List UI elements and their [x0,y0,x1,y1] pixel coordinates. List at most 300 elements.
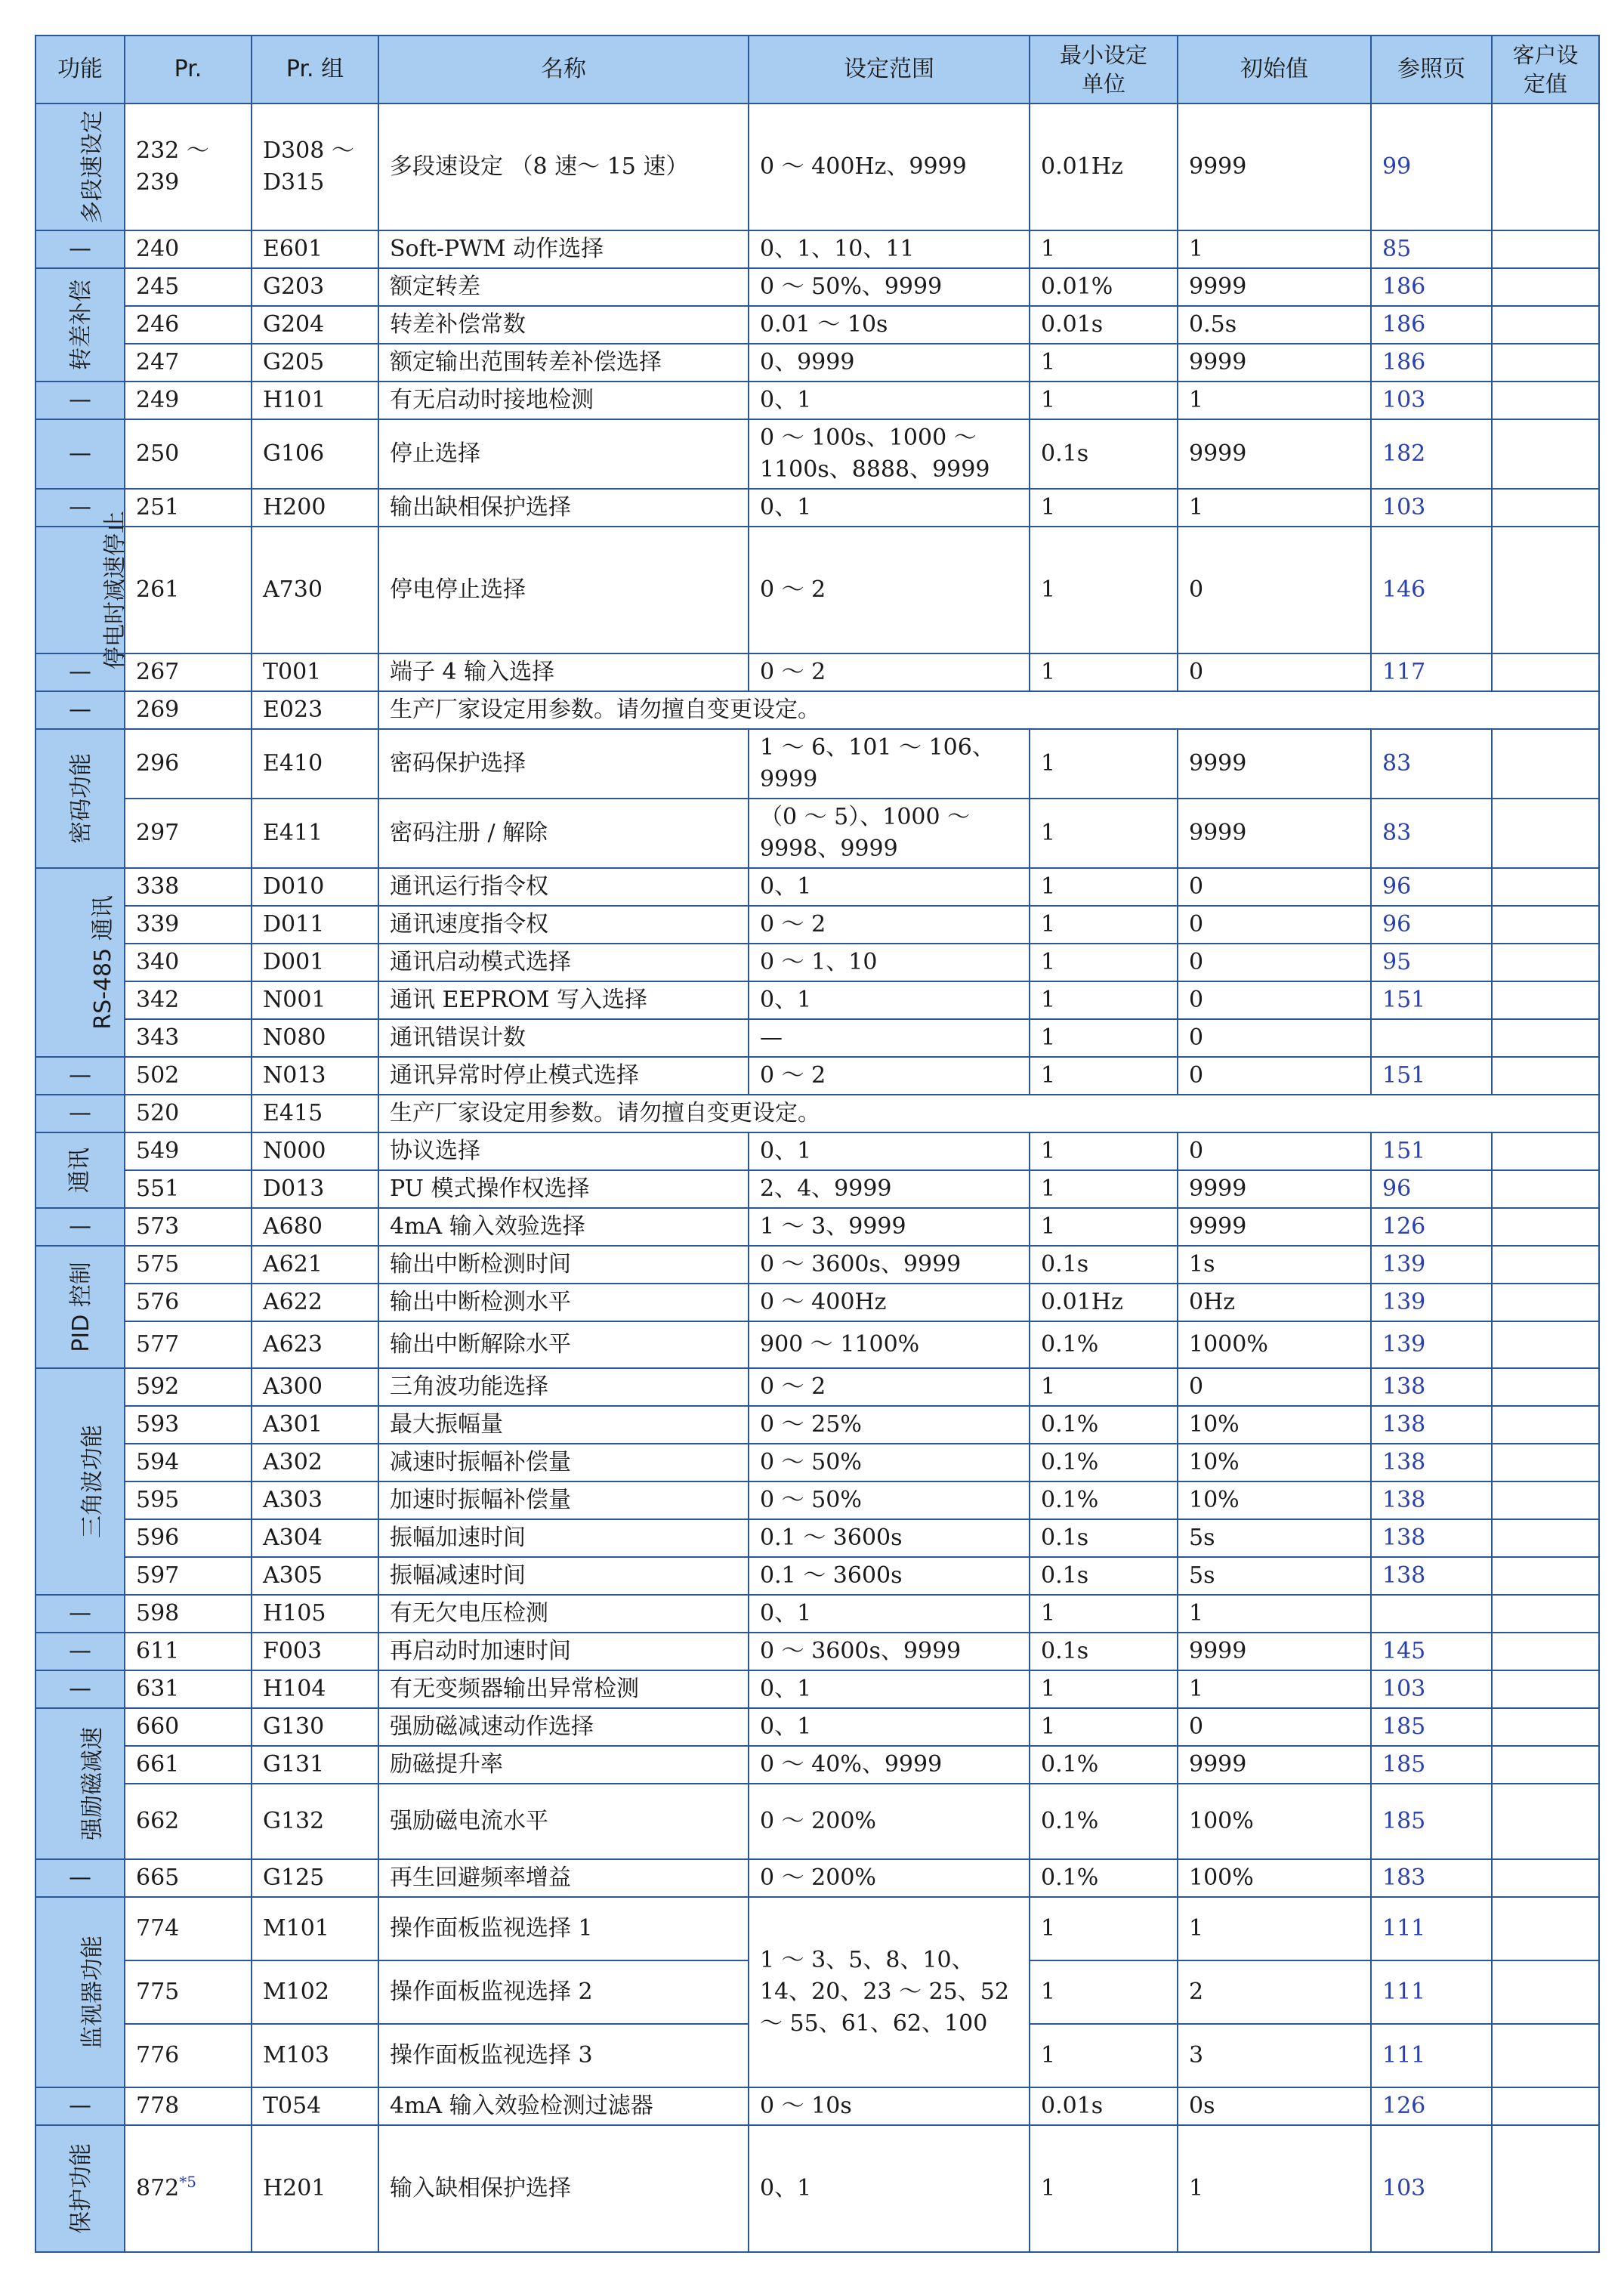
group-cell: D308 ～ D315 [252,104,378,230]
unit-cell: 0.1% [1030,1481,1178,1519]
table-row [36,2087,1599,2125]
table-row [36,1595,1599,1633]
pr-value: 872 [136,2175,180,2201]
cust-cell [1492,306,1599,344]
unit-cell: 0.1% [1030,1406,1178,1444]
group-cell: D013 [252,1170,378,1208]
group-cell: N080 [252,1019,378,1057]
table-row [36,2125,1599,2252]
group-cell: E415 [252,1095,378,1132]
func-label: PID 控制 [67,1262,94,1352]
unit-cell: 1 [1030,906,1178,944]
init-cell: 1 [1178,1897,1371,1960]
header-group: Pr. 组 [252,36,378,104]
unit-cell: 0.01s [1030,306,1178,344]
pr-cell: 595 [125,1481,252,1519]
pr-cell: 551 [125,1170,252,1208]
group-cell: M103 [252,2024,378,2087]
group-cell: N001 [252,981,378,1019]
range-cell: 0、1 [749,382,1030,419]
name-cell: 转差补偿常数 [378,306,749,344]
name-cell: 输出中断检测时间 [378,1246,749,1284]
group-cell: H101 [252,382,378,419]
table-row [36,419,1599,489]
pr-cell: 575 [125,1246,252,1284]
ref-cell: 111 [1371,1897,1492,1960]
ref-cell: 183 [1371,1859,1492,1897]
table-row [36,729,1599,799]
header-range: 设定范围 [749,36,1030,104]
pr-cell: 342 [125,981,252,1019]
header-row [36,36,1599,104]
group-cell: A622 [252,1284,378,1321]
pr-cell: 662 [125,1784,252,1859]
ref-cell: 126 [1371,1208,1492,1246]
init-cell: 9999 [1178,1633,1371,1670]
cust-cell [1492,2024,1599,2087]
unit-cell: 0.01% [1030,268,1178,306]
ref-cell [1371,1019,1492,1057]
group-cell: A302 [252,1444,378,1481]
range-cell: 0 ～ 40%、9999 [749,1746,1030,1784]
unit-cell: 1 [1030,981,1178,1019]
unit-cell: 0.1% [1030,1746,1178,1784]
ref-cell: 85 [1371,230,1492,268]
group-cell: T001 [252,653,378,691]
table-row [36,1095,1599,1132]
name-cell: 输入缺相保护选择 [378,2125,749,2252]
init-cell: 9999 [1178,419,1371,489]
pr-cell: 502 [125,1057,252,1095]
pr-cell: 261 [125,527,252,653]
func-cell: — [36,1095,125,1132]
table-row [36,1321,1599,1368]
ref-cell: 139 [1371,1246,1492,1284]
cust-cell [1492,981,1599,1019]
range-cell: 0 ～ 1、10 [749,944,1030,981]
func-label: 密码功能 [68,753,94,844]
name-cell: 三角波功能选择 [378,1368,749,1406]
pr-cell: 594 [125,1444,252,1481]
pr-cell: 631 [125,1670,252,1708]
range-cell: 0 ～ 400Hz [749,1284,1030,1321]
init-cell: 5s [1178,1557,1371,1595]
group-cell: H201 [252,2125,378,2252]
cust-cell [1492,527,1599,653]
range-cell: 1 ～ 6、101 ～ 106、9999 [749,729,1030,799]
ref-cell: 103 [1371,489,1492,527]
unit-cell: 0.1s [1030,1633,1178,1670]
init-cell: 0 [1178,653,1371,691]
pr-cell: 549 [125,1132,252,1170]
footnote-mark: *5 [179,2173,196,2191]
table-row [36,104,1599,230]
group-cell: F003 [252,1633,378,1670]
func-cell: — [36,2087,125,2125]
ref-cell: 96 [1371,906,1492,944]
cust-cell [1492,1557,1599,1595]
range-cell: 0、1 [749,868,1030,906]
init-cell: 3 [1178,2024,1371,2087]
unit-cell: 0.1% [1030,1859,1178,1897]
cust-cell [1492,230,1599,268]
name-cell: 通讯启动模式选择 [378,944,749,981]
pr-cell: 343 [125,1019,252,1057]
name-cell: 有无欠电压检测 [378,1595,749,1633]
pr-cell: 251 [125,489,252,527]
range-cell: 1 ～ 3、9999 [749,1208,1030,1246]
func-cell: — [36,419,125,489]
func-cell [36,868,125,1057]
pr-cell: 596 [125,1519,252,1557]
init-cell: 9999 [1178,1170,1371,1208]
func-cell [36,1132,125,1208]
func-cell [36,2125,125,2252]
unit-cell: 1 [1030,230,1178,268]
group-cell: G125 [252,1859,378,1897]
group-cell: A303 [252,1481,378,1519]
group-cell: D011 [252,906,378,944]
group-cell: E411 [252,799,378,868]
name-cell: 再生回避频率增益 [378,1859,749,1897]
group-cell: G203 [252,268,378,306]
group-cell: H105 [252,1595,378,1633]
ref-cell: 103 [1371,2125,1492,2252]
range-cell: 0、1 [749,1708,1030,1746]
table-row [36,799,1599,868]
pr-cell: 597 [125,1557,252,1595]
unit-cell: 1 [1030,1132,1178,1170]
ref-cell: 186 [1371,344,1492,382]
ref-cell: 185 [1371,1708,1492,1746]
unit-cell: 0.01Hz [1030,1284,1178,1321]
name-cell: 操作面板监视选择 2 [378,1960,749,2024]
group-cell: G106 [252,419,378,489]
group-cell: N013 [252,1057,378,1095]
cust-cell [1492,1519,1599,1557]
group-cell: A730 [252,527,378,653]
range-cell: 0 ～ 10s [749,2087,1030,2125]
table-row [36,1284,1599,1321]
unit-cell: 1 [1030,2024,1178,2087]
unit-cell: 1 [1030,1595,1178,1633]
cust-cell [1492,104,1599,230]
cust-cell [1492,1132,1599,1170]
cust-cell [1492,1208,1599,1246]
unit-cell: 1 [1030,1170,1178,1208]
func-label: 三角波功能 [79,1425,106,1538]
pr-cell: 775 [125,1960,252,2024]
header-init: 初始值 [1178,36,1371,104]
group-cell: G204 [252,306,378,344]
cust-cell [1492,729,1599,799]
table-row [36,1057,1599,1095]
header-func: 功能 [36,36,125,104]
unit-cell: 0.1s [1030,1246,1178,1284]
ref-cell: 138 [1371,1519,1492,1557]
init-cell: 100% [1178,1859,1371,1897]
name-cell: 额定转差 [378,268,749,306]
unit-cell: 0.1% [1030,1444,1178,1481]
table-row [36,489,1599,527]
unit-cell: 0.1s [1030,1519,1178,1557]
unit-cell: 0.1s [1030,419,1178,489]
pr-cell: 232 ～ 239 [125,104,252,230]
pr-cell: 247 [125,344,252,382]
table-row [36,1746,1599,1784]
name-cell: 输出中断检测水平 [378,1284,749,1321]
init-cell: 0 [1178,981,1371,1019]
table-row [36,1708,1599,1746]
ref-cell: 126 [1371,2087,1492,2125]
init-cell: 1000% [1178,1321,1371,1368]
name-cell: 强励磁减速动作选择 [378,1708,749,1746]
pr-cell: 611 [125,1633,252,1670]
name-cell: 协议选择 [378,1132,749,1170]
maker-note: 生产厂家设定用参数。请勿擅自变更设定。 [378,691,1599,729]
cust-cell [1492,1246,1599,1284]
func-cell: — [36,691,125,729]
name-cell: 4mA 输入效验检测过滤器 [378,2087,749,2125]
cust-cell [1492,2125,1599,2252]
cust-cell [1492,1595,1599,1633]
group-cell: A623 [252,1321,378,1368]
pr-cell: 240 [125,230,252,268]
pr-cell: 576 [125,1284,252,1321]
table-row [36,1444,1599,1481]
pr-cell: 592 [125,1368,252,1406]
name-cell: 停止选择 [378,419,749,489]
table-row [36,1897,1599,1960]
cust-cell [1492,1444,1599,1481]
range-cell: 0.01 ～ 10s [749,306,1030,344]
ref-cell: 145 [1371,1633,1492,1670]
name-cell: 停电停止选择 [378,527,749,653]
cust-cell [1492,268,1599,306]
cust-cell [1492,1897,1599,1960]
table-row [36,691,1599,729]
init-cell: 0s [1178,2087,1371,2125]
ref-cell: 111 [1371,2024,1492,2087]
maker-note: 生产厂家设定用参数。请勿擅自变更设定。 [378,1095,1599,1132]
init-cell: 9999 [1178,729,1371,799]
cust-cell [1492,344,1599,382]
func-cell [36,1708,125,1859]
func-cell: — [36,489,125,527]
cust-cell [1492,1284,1599,1321]
func-cell: — [36,1595,125,1633]
range-cell: 0 ～ 50% [749,1444,1030,1481]
cust-cell [1492,1670,1599,1708]
ref-cell: 138 [1371,1557,1492,1595]
range-cell: 0 ～ 50%、9999 [749,268,1030,306]
table-row [36,1368,1599,1406]
range-cell: 0、9999 [749,344,1030,382]
cust-cell [1492,1481,1599,1519]
group-cell: E023 [252,691,378,729]
range-cell: — [749,1019,1030,1057]
unit-cell: 1 [1030,1897,1178,1960]
ref-cell: 139 [1371,1321,1492,1368]
unit-cell: 1 [1030,1708,1178,1746]
init-cell: 9999 [1178,1746,1371,1784]
unit-cell: 0.01s [1030,2087,1178,2125]
cust-cell [1492,1368,1599,1406]
ref-cell: 117 [1371,653,1492,691]
func-label: 多段速设定 [79,110,106,224]
range-cell: 0 ～ 2 [749,906,1030,944]
init-cell: 9999 [1178,799,1371,868]
init-cell: 0 [1178,1019,1371,1057]
init-cell: 0 [1178,906,1371,944]
ref-cell: 103 [1371,1670,1492,1708]
cust-cell [1492,1859,1599,1897]
header-pr: Pr. [125,36,252,104]
table-row [36,1633,1599,1670]
unit-cell: 1 [1030,1057,1178,1095]
func-cell [36,1368,125,1595]
range-cell: 0、1 [749,1670,1030,1708]
name-cell: 多段速设定 （8 速～ 15 速） [378,104,749,230]
name-cell: 再启动时加速时间 [378,1633,749,1670]
func-cell: — [36,1633,125,1670]
pr-cell: 269 [125,691,252,729]
pr-cell: 245 [125,268,252,306]
init-cell: 0 [1178,1132,1371,1170]
init-cell: 1 [1178,230,1371,268]
unit-cell: 1 [1030,944,1178,981]
cust-cell [1492,868,1599,906]
group-cell: G132 [252,1784,378,1859]
func-label: 保护功能 [68,2143,94,2234]
range-cell: 1 ～ 3、5、8、10、14、20、23 ～ 25、52 ～ 55、61、62、100 [749,1897,1030,2087]
pr-cell: 297 [125,799,252,868]
func-label: RS-485 通讯 [89,895,116,1030]
unit-cell: 1 [1030,489,1178,527]
pr-cell: 577 [125,1321,252,1368]
name-cell: 通讯速度指令权 [378,906,749,944]
ref-cell: 138 [1371,1481,1492,1519]
cust-cell [1492,1960,1599,2024]
ref-cell: 139 [1371,1284,1492,1321]
ref-cell: 151 [1371,981,1492,1019]
pr-cell: 660 [125,1708,252,1746]
range-cell: 0 ～ 400Hz、9999 [749,104,1030,230]
range-cell: 0 ～ 2 [749,653,1030,691]
name-cell: Soft-PWM 动作选择 [378,230,749,268]
init-cell: 0 [1178,944,1371,981]
init-cell: 10% [1178,1406,1371,1444]
cust-cell [1492,1057,1599,1095]
cust-cell [1492,944,1599,981]
init-cell: 1 [1178,2125,1371,2252]
cust-cell [1492,419,1599,489]
unit-cell: 1 [1030,2125,1178,2252]
name-cell: 振幅加速时间 [378,1519,749,1557]
name-cell: 减速时振幅补偿量 [378,1444,749,1481]
range-cell: 0 ～ 2 [749,1368,1030,1406]
pr-cell [125,2125,252,2252]
table-row [36,906,1599,944]
func-cell: — [36,382,125,419]
init-cell: 100% [1178,1784,1371,1859]
unit-cell: 0.1% [1030,1321,1178,1368]
ref-cell [1371,1595,1492,1633]
ref-cell: 186 [1371,306,1492,344]
cust-cell [1492,906,1599,944]
group-cell: A304 [252,1519,378,1557]
init-cell: 0 [1178,527,1371,653]
init-cell: 0 [1178,868,1371,906]
table-row [36,1019,1599,1057]
name-cell: 操作面板监视选择 3 [378,2024,749,2087]
unit-cell: 1 [1030,729,1178,799]
ref-cell: 138 [1371,1406,1492,1444]
name-cell: 强励磁电流水平 [378,1784,749,1859]
cust-cell [1492,1633,1599,1670]
name-cell: 端子 4 输入选择 [378,653,749,691]
func-cell: — [36,1057,125,1095]
range-cell: 0、1 [749,489,1030,527]
init-cell: 5s [1178,1519,1371,1557]
pr-cell: 339 [125,906,252,944]
cust-cell [1492,1321,1599,1368]
range-cell: 0 ～ 200% [749,1859,1030,1897]
name-cell: 最大振幅量 [378,1406,749,1444]
table-row [36,868,1599,906]
group-cell: E410 [252,729,378,799]
init-cell: 9999 [1178,268,1371,306]
range-cell: （0 ～ 5）、1000 ～ 9998、9999 [749,799,1030,868]
range-cell: 0 ～ 3600s、9999 [749,1633,1030,1670]
name-cell: 通讯运行指令权 [378,868,749,906]
name-cell: 通讯异常时停止模式选择 [378,1057,749,1095]
unit-cell: 0.01Hz [1030,104,1178,230]
pr-cell: 249 [125,382,252,419]
ref-cell: 185 [1371,1746,1492,1784]
table-row [36,1170,1599,1208]
ref-cell: 83 [1371,799,1492,868]
table-row [36,1784,1599,1859]
range-cell: 0、1、10、11 [749,230,1030,268]
unit-cell: 1 [1030,1960,1178,2024]
func-cell [36,729,125,868]
cust-cell [1492,1170,1599,1208]
group-cell: G131 [252,1746,378,1784]
name-cell: 振幅减速时间 [378,1557,749,1595]
cust-cell [1492,382,1599,419]
range-cell: 0 ～ 100s、1000 ～ 1100s、8888、9999 [749,419,1030,489]
name-cell: 密码保护选择 [378,729,749,799]
pr-cell: 665 [125,1859,252,1897]
name-cell: 通讯 EEPROM 写入选择 [378,981,749,1019]
range-cell: 0.1 ～ 3600s [749,1557,1030,1595]
pr-cell: 776 [125,2024,252,2087]
ref-cell: 138 [1371,1368,1492,1406]
unit-cell: 1 [1030,1368,1178,1406]
pr-cell: 340 [125,944,252,981]
table-row [36,230,1599,268]
pr-cell: 661 [125,1746,252,1784]
table-row [36,1670,1599,1708]
table-row [36,1246,1599,1284]
range-cell: 0、1 [749,1132,1030,1170]
group-cell: G130 [252,1708,378,1746]
group-cell: D001 [252,944,378,981]
func-cell [36,1246,125,1368]
group-cell: D010 [252,868,378,906]
init-cell: 10% [1178,1444,1371,1481]
